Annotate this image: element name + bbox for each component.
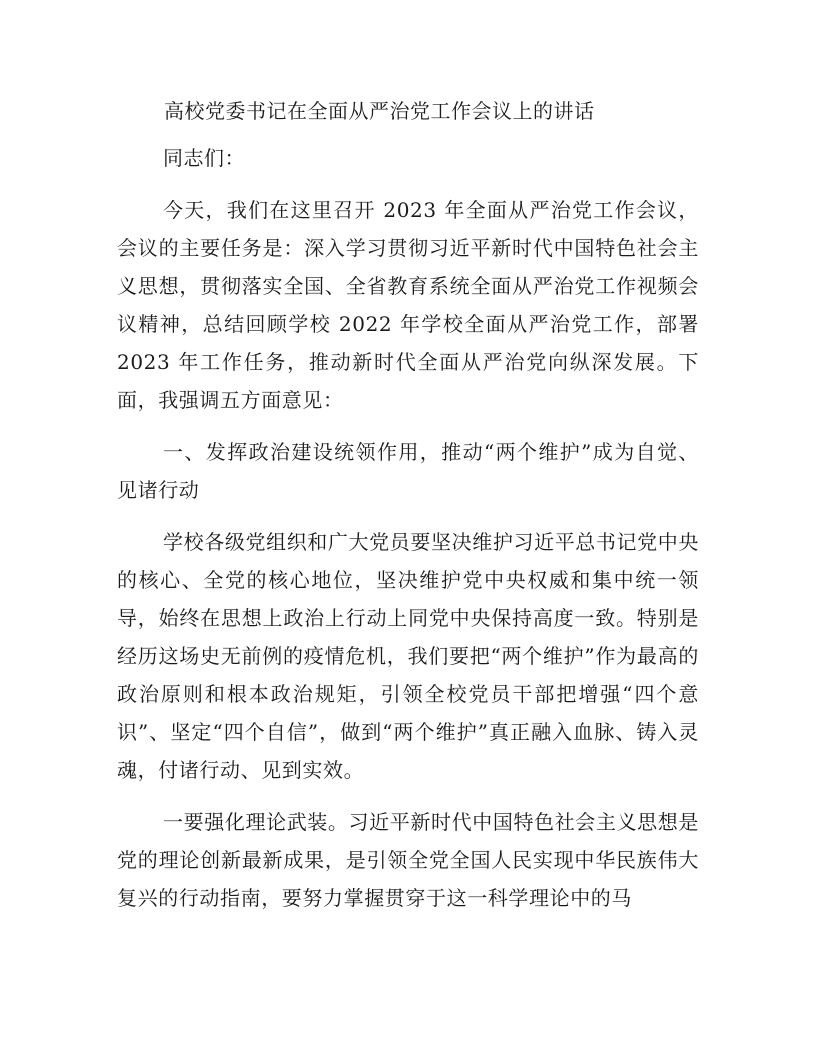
paragraph-theory: 一要强化理论武装。习近平新时代中国特色社会主义思想是党的理论创新最新成果，是引领全党全国人民实现中华民族伟大复兴的行动指南，要努力掌握贯穿于这一科学理论中的马 — [117, 810, 699, 910]
paragraph-opening: 今天，我们在这里召开 2023 年全面从严治党工作会议，会议的主要任务是：深入学习贯彻习近平新时代中国特色社会主义思想，贯彻落实全国、全省教育系统全面从严治党工作视频会议精神，总结回顾学校 2022 年学校全面从严治党工作，部署 2023 年工作任务，推动新时代全面从严治党向纵深发展。下面，我强调五方面意见： — [117, 198, 699, 412]
document-title: 高校党委书记在全面从严治党工作会议上的讲话 — [164, 99, 595, 123]
document-body — [117, 92, 699, 917]
section-heading-1: 一、发挥政治建设统领作用，推动“两个维护”成为自觉、见诸行动 — [117, 440, 699, 502]
paragraph-section-1: 学校各级党组织和广大党员要坚决维护习近平总书记党中央的核心、全党的核心地位，坚决维护党中央权威和集中统一领导，始终在思想上政治上行动上同党中央保持高度一致。特别是经历这场史无前例的疫情危机，我们要把“两个维护”作为最高的政治原则和根本政治规矩，引领全校党员干部把增强“四个意识”、坚定“四个自信”，做到“两个维护”真正融入血脉、铸入灵魂，付诸行动、见到实效。 — [117, 530, 699, 782]
salutation: 同志们： — [163, 146, 245, 170]
